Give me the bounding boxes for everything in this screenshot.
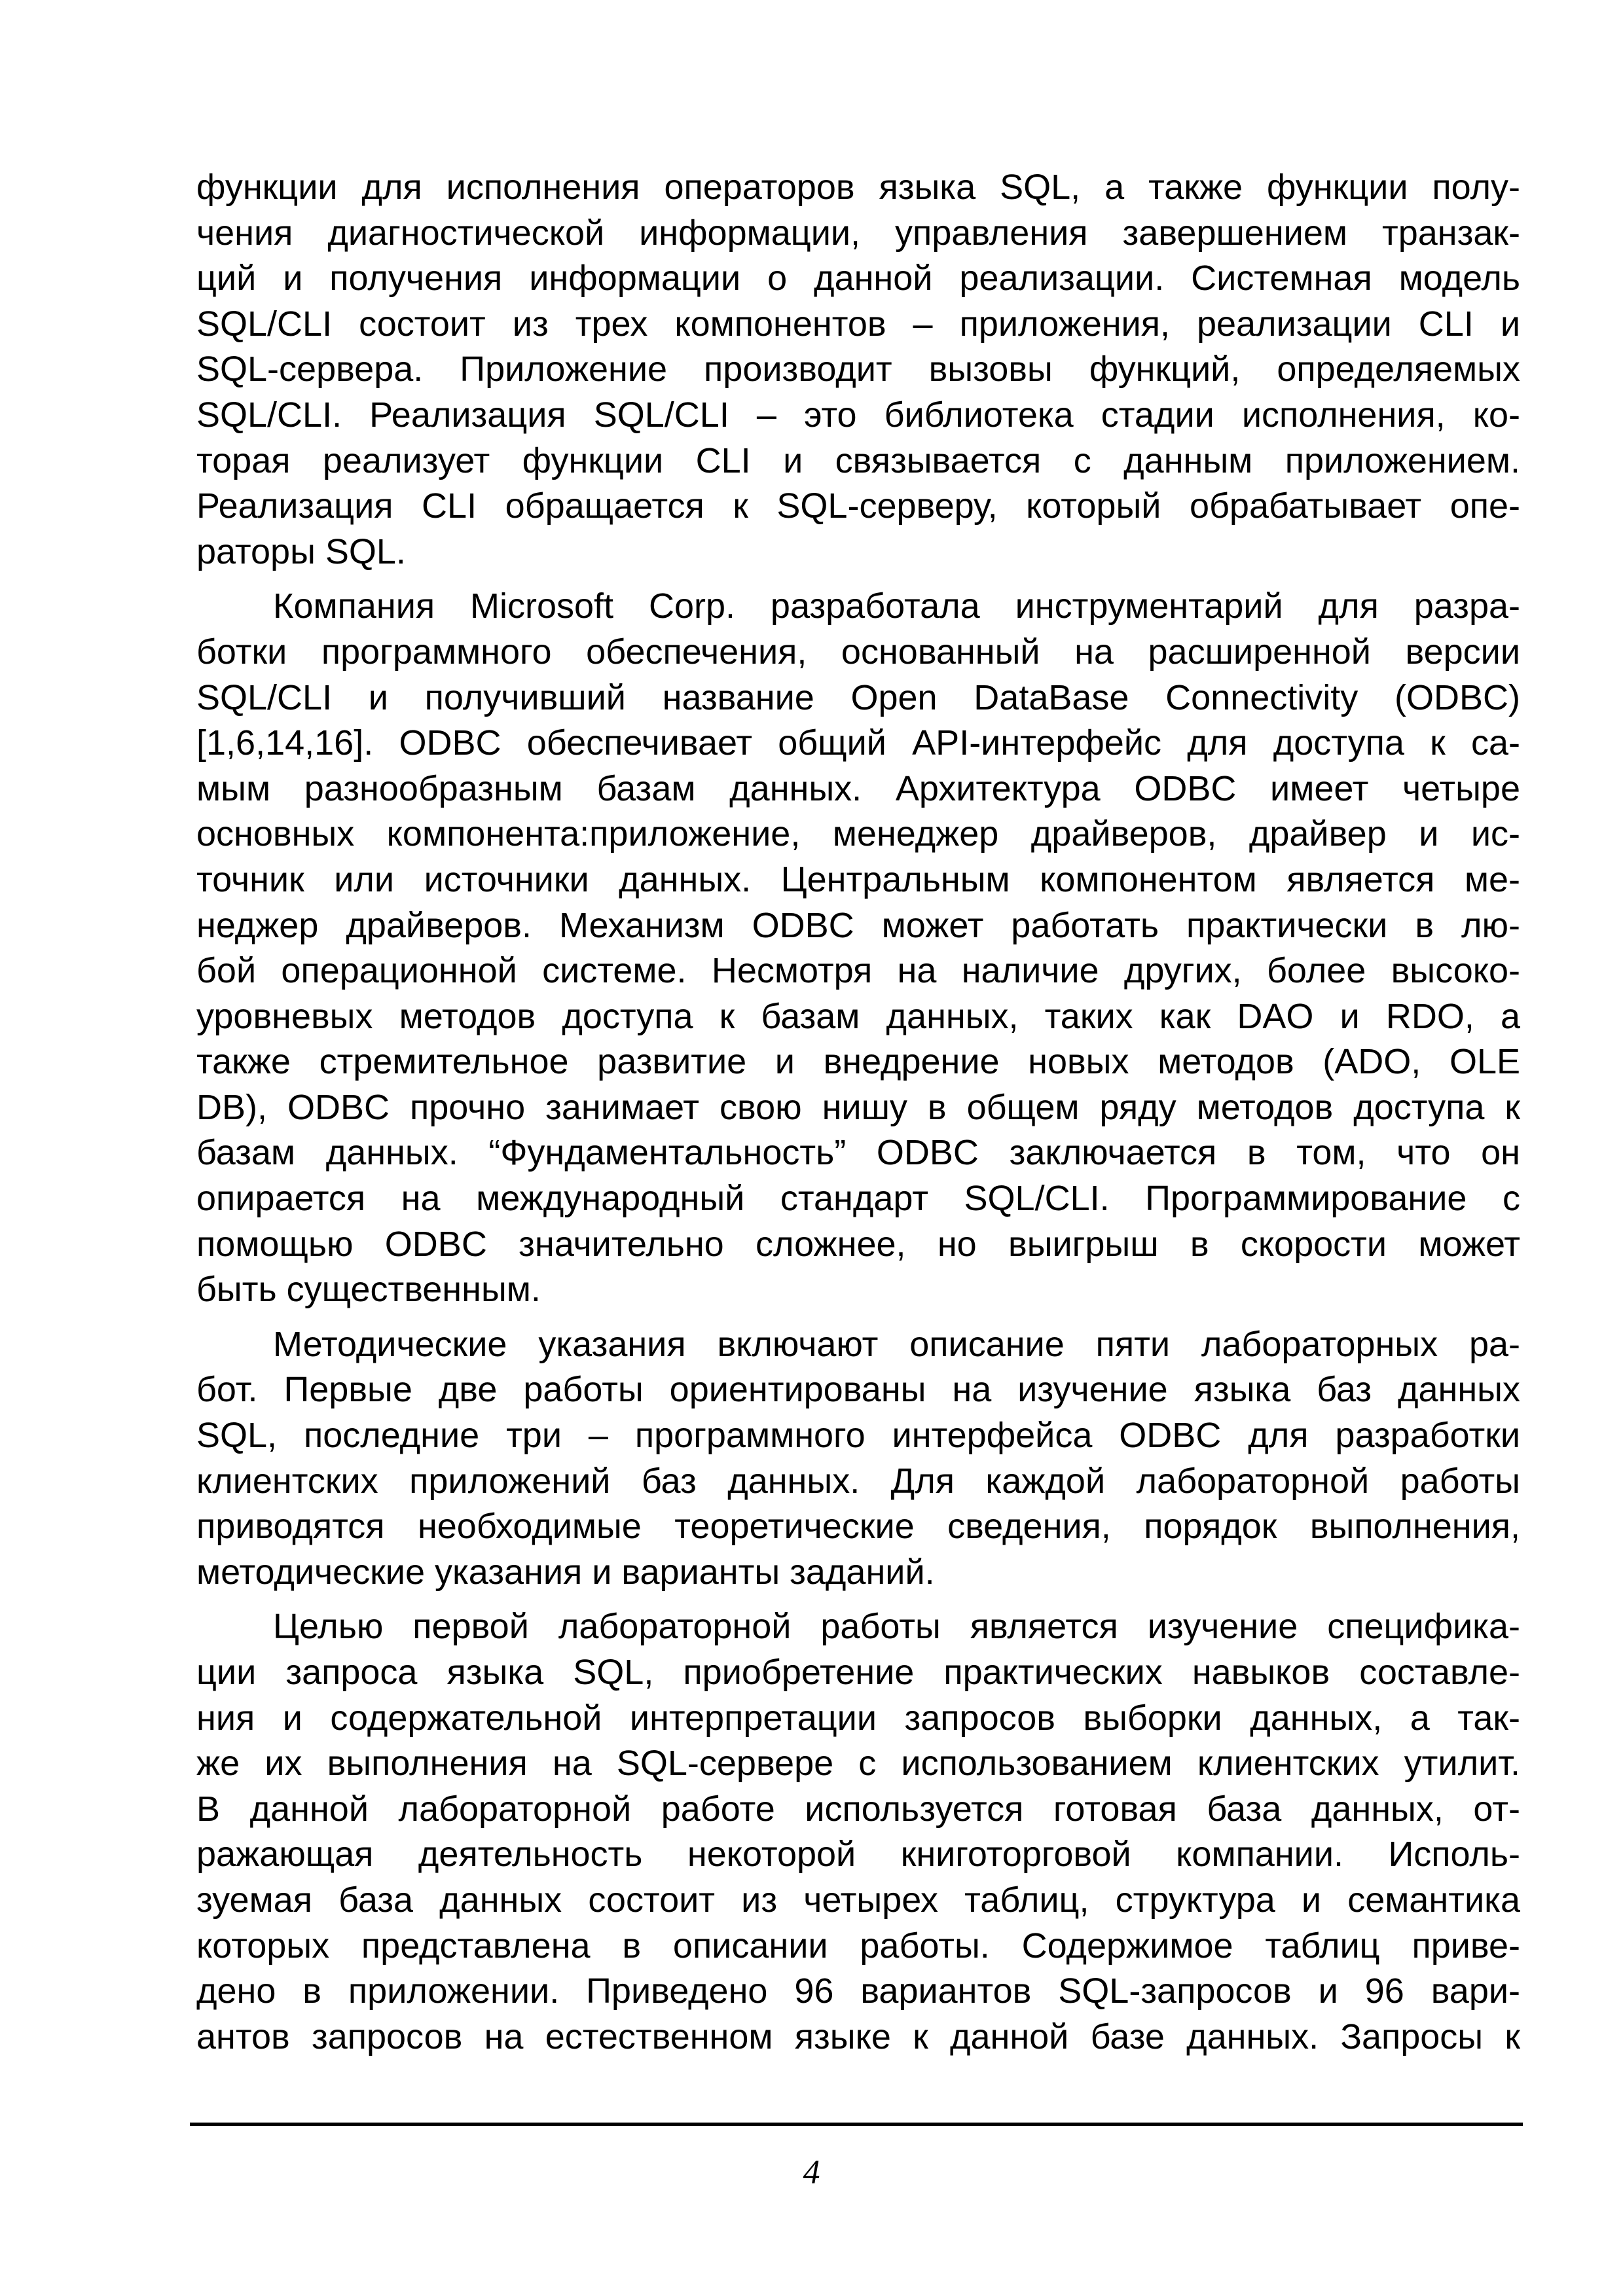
text-line: мым разнообразным базам данных. Архитектура ODBC имеет четыре (196, 768, 1520, 808)
text-line: неджер драйверов. Механизм ODBC может работать практически в лю- (196, 905, 1520, 945)
text-line: ций и получения информации о данной реализации. Системная модель (196, 259, 1520, 298)
text-line: дено в приложении. Приведено 96 вариантов SQL-запросов и 96 вари- (196, 1971, 1520, 2011)
text-line: SQL/CLI. Реализация SQL/CLI – это библиотека стадии исполнения, ко- (196, 395, 1520, 435)
text-line: ботки программного обеспечения, основанный на расширенной версии (196, 632, 1520, 672)
text-line: раторы SQL. (196, 531, 406, 571)
paragraph-guidelines (196, 1322, 1520, 1596)
text-line: чения диагностической информации, управления завершением транзак- (196, 213, 1520, 253)
text-line: Целью первой лабораторной работы является изучение специфика- (273, 1607, 1520, 1647)
text-line: помощью ODBC значительно сложнее, но выигрыш в скорости может (196, 1224, 1520, 1264)
text-line: ции запроса языка SQL, приобретение практических навыков составле- (196, 1653, 1520, 1692)
text-line: Реализация CLI обращается к SQL-серверу, который обрабатывает опе- (196, 486, 1520, 526)
text-line: В данной лабораторной работе используется готовая база данных, от- (196, 1789, 1520, 1829)
text-line: DB), ODBC прочно занимает свою нишу в общем ряду методов доступа к (196, 1087, 1520, 1127)
text-line: зуемая база данных состоит из четырех таблиц, структура и семантика (196, 1880, 1520, 1920)
text-line: методические указания и варианты заданий. (196, 1552, 935, 1592)
text-line: Компания Microsoft Corp. разработала инструментарий для разра- (273, 586, 1520, 626)
text-line: Методические указания включают описание пяти лабораторных ра- (273, 1324, 1520, 1364)
text-line: ражающая деятельность некоторой книготорговой компании. Исполь- (196, 1835, 1520, 1874)
text-line: базам данных. “Фундаментальность” ODBC заключается в том, что он (196, 1133, 1520, 1173)
text-line: SQL-сервера. Приложение производит вызовы функций, определяемых (196, 350, 1520, 389)
text-line: [1,6,14,16]. ODBC обеспечивает общий API-интерфейс для доступа к са- (196, 723, 1520, 763)
text-line: точник или источники данных. Центральным компонентом является ме- (196, 859, 1520, 899)
text-line: опирается на международный стандарт SQL/CLI. Программирование с (196, 1179, 1520, 1219)
text-line: бот. Первые две работы ориентированы на изучение языка баз данных (196, 1370, 1520, 1410)
paragraph-lab1-goal (196, 1604, 1520, 2060)
body-text (196, 165, 1520, 2060)
text-line: ния и содержательной интерпретации запросов выборки данных, а так- (196, 1698, 1520, 1738)
text-line: SQL/CLI и получивший название Open DataBase Connectivity (ODBC) (196, 677, 1520, 717)
text-line: также стремительное развитие и внедрение новых методов (ADO, OLE (196, 1042, 1520, 1082)
text-line: SQL/CLI состоит из трех компонентов – приложения, реализации CLI и (196, 304, 1520, 344)
text-line: же их выполнения на SQL-сервере с использованием клиентских утилит. (196, 1744, 1520, 1784)
text-line: уровневых методов доступа к базам данных, таких как DAO и RDO, а (196, 996, 1520, 1036)
text-line: приводятся необходимые теоретические сведения, порядок выполнения, (196, 1507, 1520, 1547)
text-line: SQL, последние три – программного интерфейса ODBC для разработки (196, 1416, 1520, 1456)
footer-divider (190, 2123, 1523, 2126)
text-line: антов запросов на естественном языке к данной базе данных. Запросы к (196, 2017, 1520, 2056)
text-line: бой операционной системе. Несмотря на наличие других, более высоко- (196, 951, 1520, 991)
text-line: функции для исполнения операторов языка SQL, а также функции полу- (196, 168, 1520, 207)
text-line: клиентских приложений баз данных. Для каждой лабораторной работы (196, 1461, 1520, 1501)
text-line: торая реализует функции CLI и связывается с данным приложением. (196, 440, 1520, 480)
text-line: которых представлена в описании работы. Содержимое таблиц приве- (196, 1926, 1520, 1965)
text-line: основных компонента:приложение, менеджер драйверов, драйвер и ис- (196, 814, 1520, 854)
paragraph-sql-cli (196, 165, 1520, 575)
page-number: 4 (803, 2154, 820, 2191)
text-line: быть существенным. (196, 1270, 541, 1310)
paragraph-odbc (196, 584, 1520, 1313)
